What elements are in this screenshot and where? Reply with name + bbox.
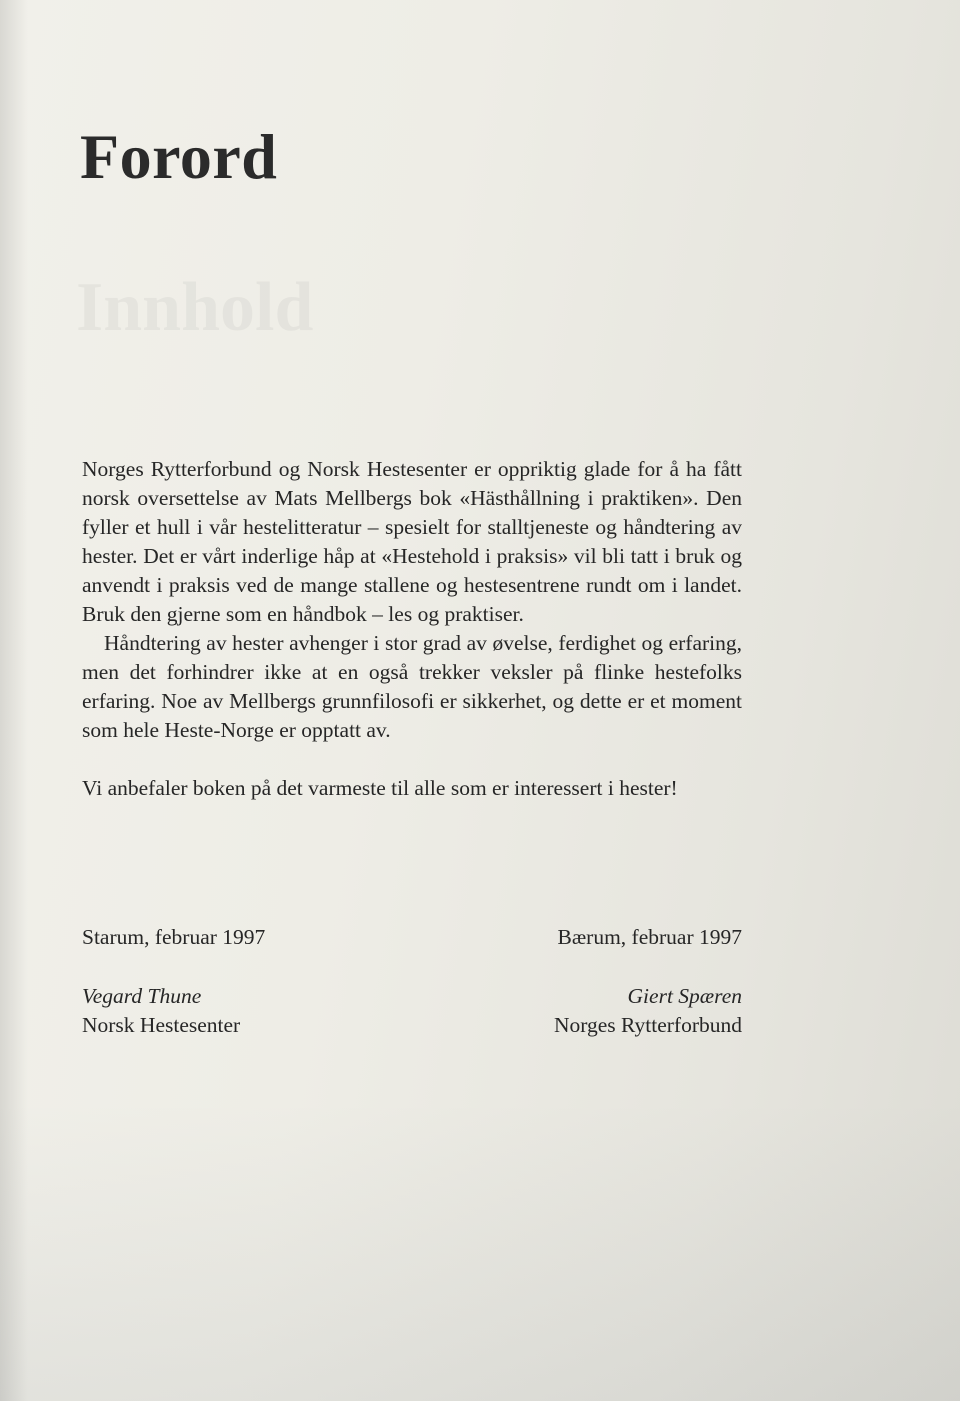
left-signatory-name: Vegard Thune — [82, 984, 202, 1008]
right-signatory-name: Giert Spæren — [627, 984, 742, 1008]
left-signatory-organization: Norsk Hestesenter — [82, 1013, 241, 1037]
show-through-title — [76, 268, 313, 348]
foreword-paragraph-1: Norges Rytterforbund og Norsk Hestesenter er oppriktig glade for å ha fått norsk oversettelse av Mats Mellbergs bok «Hästhållning i praktiken». Den fyller et hull i vår hestelitteratur – spesielt for stalltjeneste og håndtering av hester. Det er vårt inderlige håp at «Hestehold i praksis» vil bli tatt i bruk og anvendt i praksis ved de mange stallene og hestesentrene rundt om i landet. Bruk den gjerne som en håndbok – les og praktiser. — [82, 457, 742, 626]
foreword-body — [82, 455, 742, 803]
left-signature — [82, 982, 240, 1040]
right-signatory-organization: Norges Rytterforbund — [553, 1013, 742, 1037]
foreword-paragraph-3: Vi anbefaler boken på det varmeste til alle som er interessert i hester! — [82, 776, 678, 800]
signature-block — [82, 982, 742, 1040]
page-shading — [0, 1100, 960, 1401]
left-place-date: Starum, februar 1997 — [82, 925, 266, 949]
page-title: Forord — [80, 121, 278, 192]
right-place-date: Bærum, februar 1997 — [557, 925, 742, 949]
right-signature — [554, 982, 742, 1040]
signature-dates — [82, 923, 742, 952]
foreword-paragraph-2: Håndtering av hester avhenger i stor grad av øvelse, ferdighet og erfaring, men det forhindrer ikke at en også trekker veksler på flinke hestefolks erfaring. Noe av Mellbergs grunnfilosofi er sikkerhet, og dette er et moment som hele Heste-Norge er opptatt av. — [82, 631, 742, 742]
